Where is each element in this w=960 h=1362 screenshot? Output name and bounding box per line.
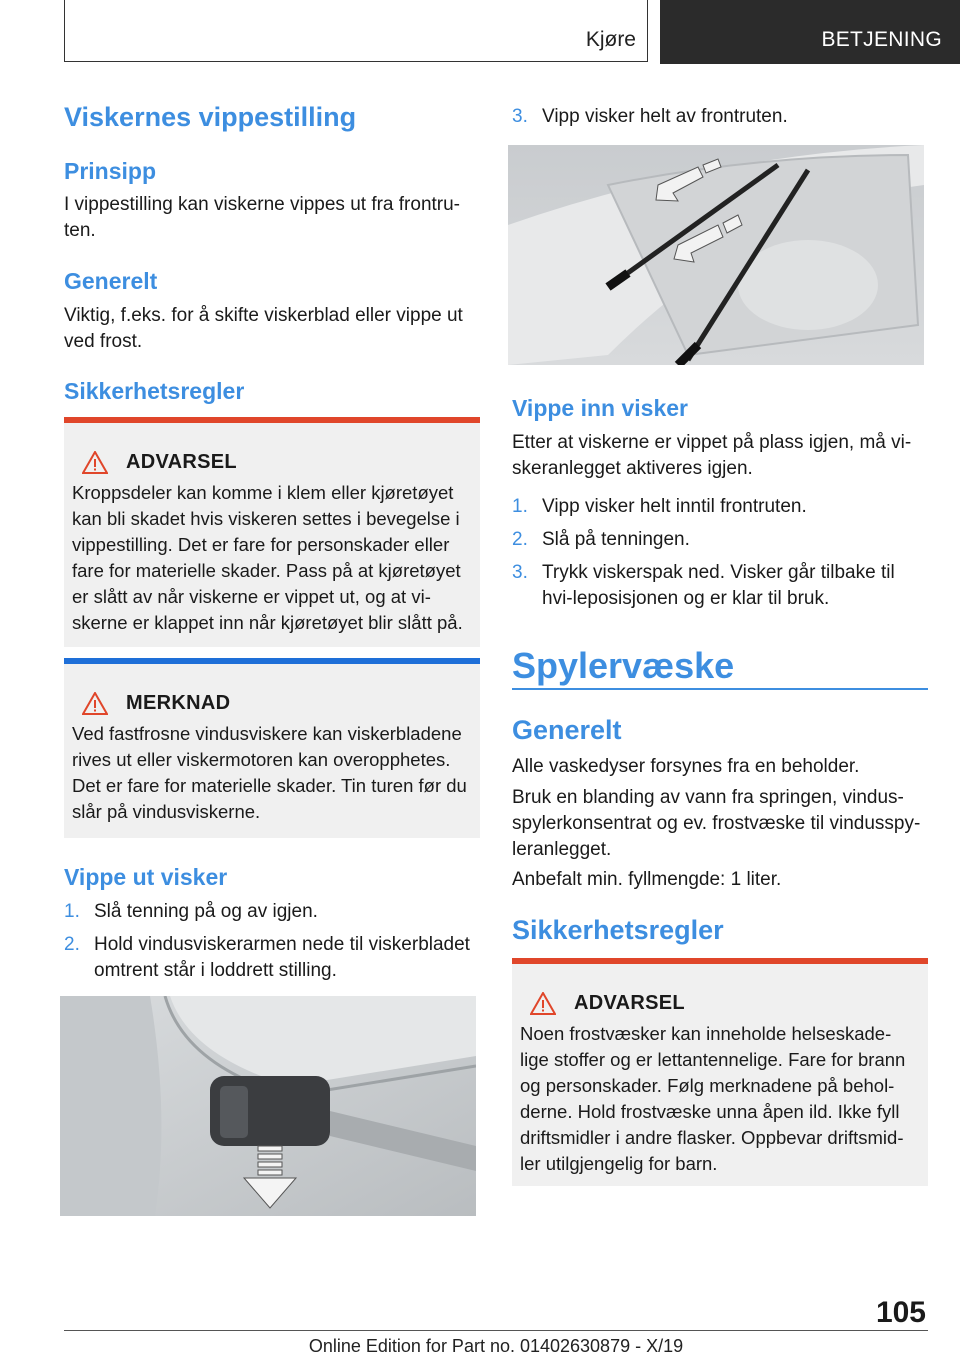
warning-text: Kroppsdeler kan komme i klem eller kjøretøyet kan bli skadet hvis viskeren settes i bevegelse i vippestilling. Det er fare for personskader eller fare for materielle skader. Pass på at kjøretøyet er slått av når viskerne er vippet ut, og at vi-skerne er klappet inn når kjøretøyet blir slått på. [72,482,463,633]
washer-paragraph-2: Bruk en blanding av vann fra springen, vindus-spylerkonsentrat og ev. frostvæske til vindusspy-leranlegget. [512,787,921,860]
washer-general-heading: Generelt [512,715,622,745]
note-label: MERKNAD [126,692,231,714]
warning-text: Noen frostvæsker kan inneholde helseskade-lige stoffer og er lettantennelige. Fare for brann og personskader. Følg merknadene på behol-derne. Hold frostvæske unna åpen ild. Ikke fyll driftsmidler i andre flasker. Oppbevar driftsmid-ler utilgjengelig for barn. [520,1023,906,1174]
washer-warning-box [512,958,928,1186]
tilt-out-steps [64,899,480,991]
note-text: Ved fastfrosne vindusviskere kan viskerbladene rives ut eller viskermotoren kan overopphetes. Det er fare for materielle skader. Tin turen før du slår på vindusviskerne. [72,723,467,822]
warning-triangle-icon [82,451,108,474]
general-heading: Generelt [64,268,158,294]
warning-triangle-icon [530,992,556,1015]
list-item: 2. Hold vindusviskerarmen nede til viskerbladet omtrent står i loddrett stilling. [64,934,470,981]
note-box [64,658,480,838]
list-item: 3. Vipp visker helt av frontruten. [512,106,788,127]
general-text: Viktig, f.eks. for å skifte viskerblad eller vippe ut ved frost. [64,305,463,352]
list-item: 3. Trykk viskerspak ned. Visker går tilbake til hvi-leposisjonen og er klar til bruk. [512,562,895,609]
list-item: 1. Slå tenning på og av igjen. [64,901,318,922]
safety-heading: Sikkerhetsregler [64,378,245,404]
warning-label: ADVARSEL [574,992,685,1014]
tilt-out-heading: Vippe ut visker [64,864,228,890]
warning-box [64,417,480,647]
principle-text: I vippestilling kan viskerne vippes ut fra frontru-ten. [64,194,461,241]
header-chapter: BETJENING [821,28,942,51]
warning-triangle-icon [82,692,108,715]
washer-paragraph-3: Anbefalt min. fyllmengde: 1 liter. [512,869,782,890]
principle-heading: Prinsipp [64,158,157,184]
washer-safety-heading: Sikkerhetsregler [512,915,724,945]
tilt-out-step-3 [512,104,928,137]
tilt-in-heading: Vippe inn visker [512,395,688,421]
footer-divider [64,1330,928,1331]
page-title: Viskernes vippestilling [64,102,357,132]
wiper-windshield-photo [508,145,924,365]
tilt-in-steps [512,494,928,619]
title-underline [512,688,928,690]
list-item: 1. Vipp visker helt inntil frontruten. [512,496,807,517]
warning-label: ADVARSEL [126,451,237,473]
wiper-stalk-photo [60,996,476,1216]
list-item: 2. Slå på tenningen. [512,529,690,550]
washer-title: Spylervæske [512,645,735,686]
washer-paragraph-1: Alle vaskedyser forsynes fra en beholder. [512,756,860,777]
page-number: 105 [875,1296,926,1329]
header-left-tab [64,0,648,62]
header-section: Kjøre [585,28,636,51]
edition-footer: Online Edition for Part no. 01402630879 - X/19 [308,1336,684,1356]
tilt-in-text: Etter at viskerne er vippet på plass igjen, må vi-skeranlegget aktiveres igjen. [512,432,912,479]
